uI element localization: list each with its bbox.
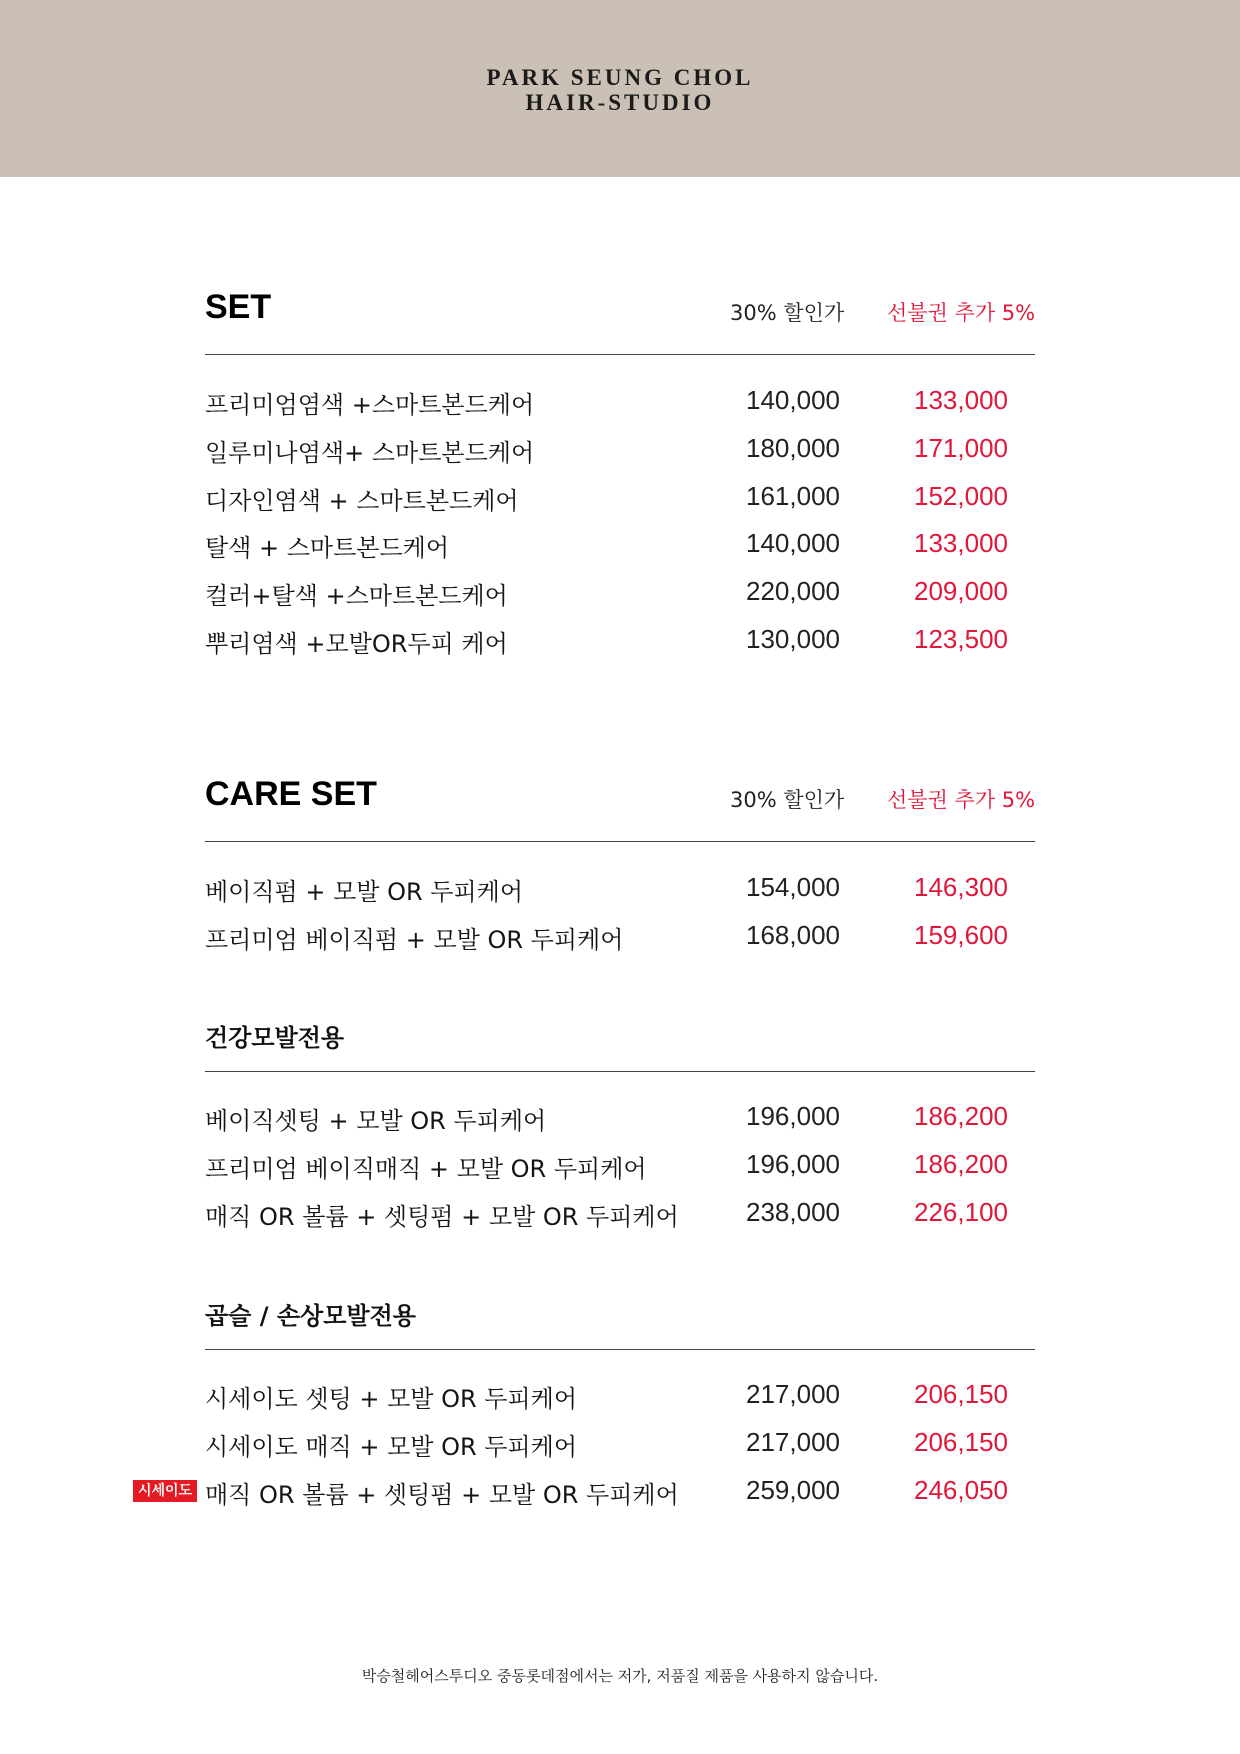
item-sale-price: 209,000 [914,576,1008,606]
brand-name: PARK SEUNG CHOL [486,65,754,90]
price-row [205,872,1035,906]
item-sale-price: 159,600 [914,920,1008,950]
item-price: 140,000 [746,528,840,558]
item-sale-price: 146,300 [914,872,1008,902]
price-row [205,1101,1035,1135]
brand-subtitle: HAIR-STUDIO [525,90,715,115]
price-row [205,528,1035,562]
item-name: 탈색 + 스마트본드케어 [205,534,450,562]
item-name: 일루미나염색+ 스마트본드케어 [205,439,535,467]
price-row [205,385,1035,419]
item-name: 시세이도 셋팅 + 모발 OR 두피케어 [205,1385,578,1413]
item-price: 168,000 [746,920,840,950]
item-sale-price: 152,000 [914,481,1008,511]
item-price: 238,000 [746,1197,840,1227]
header-band [0,0,1240,177]
price-row [205,433,1035,467]
subsection-title-damaged: 곱슬 / 손상모발전용 [205,1302,416,1330]
item-price: 161,000 [746,481,840,511]
price-row [205,1427,1035,1461]
item-price: 180,000 [746,433,840,463]
item-name: 뿌리염색 +모발OR두피 케어 [205,630,508,658]
item-sale-price: 206,150 [914,1379,1008,1409]
column-header-prepaid: 선불권 추가 5% [887,788,1036,812]
footer-note: 박승철헤어스투디오 중동롯데점에서는 저가, 저품질 제품을 사용하지 않습니다. [361,1667,879,1685]
item-name: 프리미엄 베이직펌 + 모발 OR 두피케어 [205,926,624,954]
divider [205,354,1035,355]
column-header-discount: 30% 할인가 [730,788,845,812]
price-row [205,576,1035,610]
item-sale-price: 133,000 [914,385,1008,415]
item-price: 220,000 [746,576,840,606]
item-name: 디자인염색 + 스마트본드케어 [205,487,519,515]
item-name: 매직 OR 볼륨 + 셋팅펌 + 모발 OR 두피케어 [205,1203,679,1231]
item-price: 217,000 [746,1427,840,1457]
item-sale-price: 206,150 [914,1427,1008,1457]
item-name: 컬러+탈색 +스마트본드케어 [205,582,508,610]
item-name: 베이직셋팅 + 모발 OR 두피케어 [205,1107,547,1135]
item-name: 매직 OR 볼륨 + 셋팅펌 + 모발 OR 두피케어 [205,1481,679,1509]
divider [205,1349,1035,1350]
price-row [205,481,1035,515]
divider [205,841,1035,842]
item-sale-price: 226,100 [914,1197,1008,1227]
item-price: 140,000 [746,385,840,415]
column-header-discount: 30% 할인가 [730,301,845,325]
item-price: 196,000 [746,1101,840,1131]
item-sale-price: 186,200 [914,1149,1008,1179]
subsection-title-healthy: 건강모발전용 [205,1024,345,1052]
shiseido-badge: 시세이도 [133,1480,197,1502]
item-name: 프리미엄 베이직매직 + 모발 OR 두피케어 [205,1155,647,1183]
price-row [205,1149,1035,1183]
item-price: 217,000 [746,1379,840,1409]
item-sale-price: 171,000 [914,433,1008,463]
price-row [205,1475,1035,1509]
price-row [205,1197,1035,1231]
divider [205,1071,1035,1072]
item-price: 259,000 [746,1475,840,1505]
item-sale-price: 186,200 [914,1101,1008,1131]
price-row [205,1379,1035,1413]
section-title-care-set: CARE SET [205,775,377,813]
column-header-prepaid: 선불권 추가 5% [887,301,1036,325]
section-title-set: SET [205,288,272,326]
item-sale-price: 133,000 [914,528,1008,558]
item-price: 154,000 [746,872,840,902]
item-price: 130,000 [746,624,840,654]
item-sale-price: 246,050 [914,1475,1008,1505]
item-name: 시세이도 매직 + 모발 OR 두피케어 [205,1433,578,1461]
item-sale-price: 123,500 [914,624,1008,654]
item-price: 196,000 [746,1149,840,1179]
item-name: 베이직펌 + 모발 OR 두피케어 [205,878,524,906]
price-row [205,920,1035,954]
price-row [205,624,1035,658]
item-name: 프리미엄염색 +스마트본드케어 [205,391,535,419]
